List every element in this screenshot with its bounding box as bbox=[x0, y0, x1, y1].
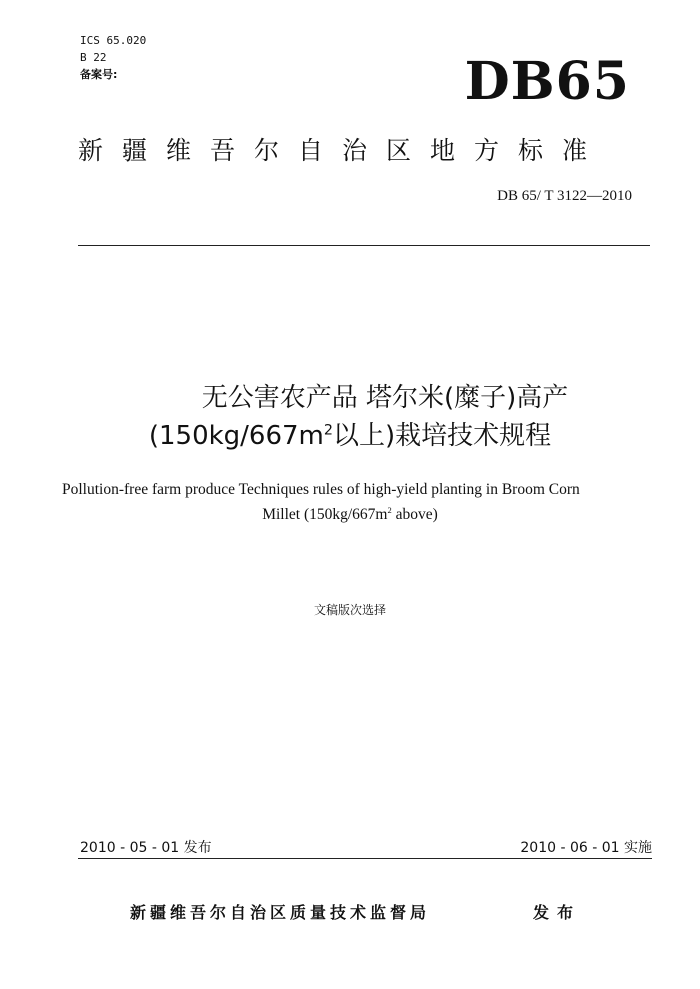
implementation-date: 2010 - 06 - 01 实施 bbox=[520, 840, 652, 856]
english-title-line-2-part-a: Millet (150kg/667m bbox=[262, 506, 388, 523]
bottom-divider bbox=[78, 858, 652, 859]
standard-number: DB 65/ T 3122—2010 bbox=[497, 188, 632, 204]
issue-date: 2010 - 05 - 01 发布 bbox=[80, 840, 212, 856]
chinese-title-line-1: 无公害农产品 塔尔米(糜子)高产 bbox=[201, 383, 569, 413]
ics-code: ICS 65.020 bbox=[80, 34, 147, 47]
chinese-title-line-2-part-b: 以上)栽培技术规程 bbox=[333, 421, 552, 451]
publish-label: 发布 bbox=[533, 903, 582, 922]
issuer-title: 新疆维吾尔自治区地方标准 bbox=[78, 136, 607, 165]
classification-code: B 22 bbox=[80, 51, 107, 64]
english-title-superscript: 2 bbox=[387, 504, 392, 515]
top-divider bbox=[78, 245, 650, 246]
chinese-title-line-2 bbox=[0, 418, 700, 454]
standard-code-logo: DB65 bbox=[464, 51, 630, 112]
chinese-title-superscript: 2 bbox=[323, 422, 333, 439]
english-title-line-1: Pollution-free farm produce Techniques rules of high-yield planting in Broom Corn bbox=[62, 481, 580, 498]
english-title-line-2 bbox=[0, 505, 700, 525]
english-title-line-2-part-b: above) bbox=[391, 506, 438, 523]
publisher-name: 新疆维吾尔自治区质量技术监督局 bbox=[130, 903, 431, 922]
chinese-title-line-2-part-a: (150kg/667m bbox=[148, 421, 324, 451]
draft-stage-selector[interactable]: 文稿版次选择 bbox=[313, 603, 386, 617]
record-number-label: 备案号: bbox=[80, 68, 118, 81]
